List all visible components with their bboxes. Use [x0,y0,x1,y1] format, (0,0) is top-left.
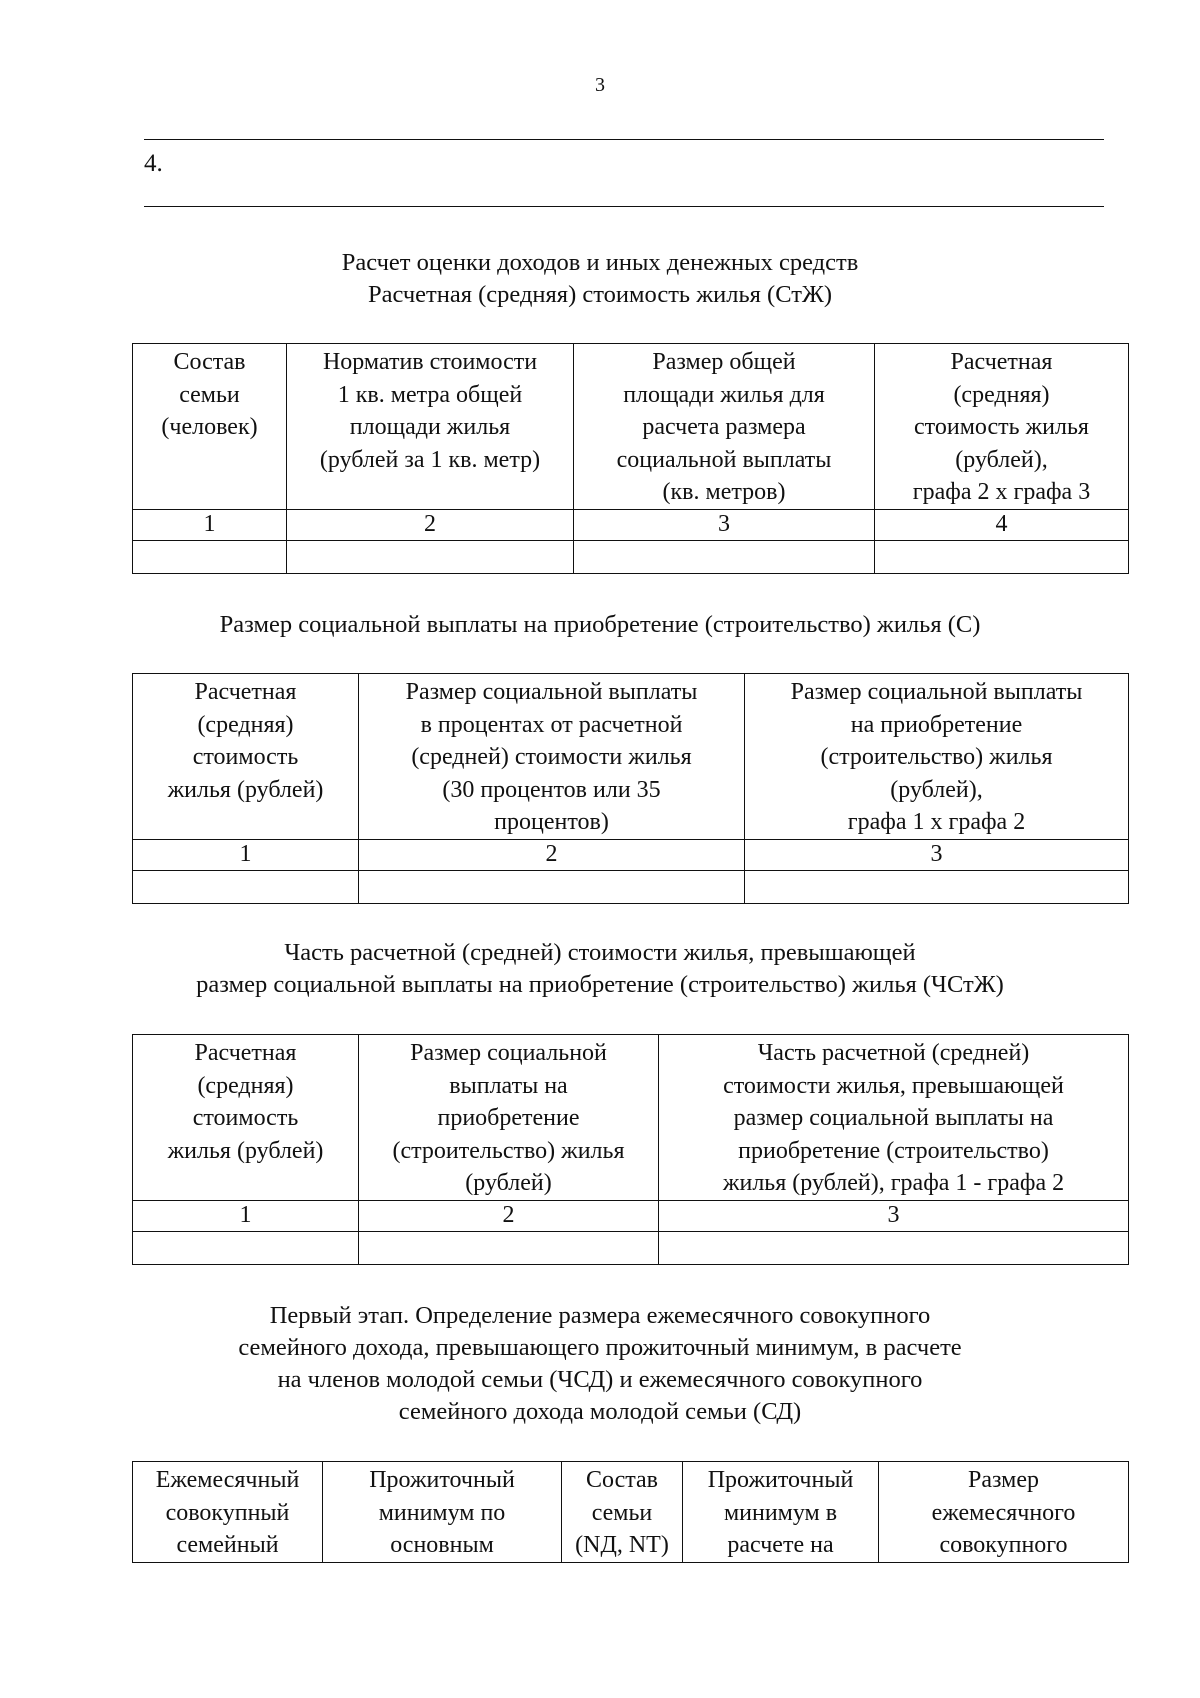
section2-title [0,609,1200,641]
blank-cell[interactable] [133,870,359,903]
header-line: Ежемесячный [155,1467,300,1493]
blank-cell[interactable] [875,540,1129,573]
header-cell-estimated-cost [133,1035,359,1201]
blank-cell[interactable] [745,870,1129,903]
header-cell-minimum-per-members [683,1462,879,1563]
header-cell-monthly-income-size [879,1462,1129,1563]
header-cell-family-size [562,1462,683,1563]
header-line: совокупного [939,1532,1068,1558]
header-line: (рублей), [955,446,1048,473]
blank-cell[interactable] [287,540,574,573]
section3-title-line: Часть расчетной (средней) стоимости жилья, превышающей [284,939,916,966]
header-line: Расчетная [194,1040,297,1066]
excess-cost-table [132,1034,1129,1265]
header-line: основным [390,1532,494,1558]
header-line: площади жилья [349,414,511,440]
header-line: (NД, NТ) [575,1532,669,1558]
header-cell-cost-norm [287,344,574,510]
header-line: графа 2 x графа 3 [912,479,1091,505]
column-number: 3 [745,839,1129,870]
column-number-row [133,1200,1129,1231]
header-line: (средняя) [953,381,1050,408]
fill-in-line-bottom [144,206,1104,207]
header-line: (30 процентов или 35 [442,776,661,803]
blank-cell[interactable] [133,540,287,573]
header-line: Часть расчетной (средней) [757,1040,1030,1066]
header-line: Расчетная [950,349,1053,375]
header-line: Размер социальной выплаты [790,679,1083,705]
header-line: Прожиточный [707,1467,854,1493]
header-cell-monthly-income [133,1462,323,1563]
header-line: социальной выплаты [616,446,832,473]
blank-data-row [133,1231,1129,1264]
housing-cost-table [132,343,1129,574]
column-number: 1 [133,509,287,540]
blank-cell[interactable] [359,870,745,903]
header-cell-area [574,344,875,510]
item-number: 4. [144,150,163,177]
header-line: размер социальной выплаты на [733,1105,1054,1131]
column-number-row [133,509,1129,540]
header-line: стоимость [192,744,299,770]
header-line: (средней) стоимости жилья [411,744,692,770]
header-cell-payment-amount [745,674,1129,840]
header-line: расчете на [727,1532,834,1558]
header-line: Размер общей [652,349,796,375]
header-line: Размер [968,1467,1039,1493]
column-number: 4 [875,509,1129,540]
header-line: приобретение (строительство) [738,1137,1049,1164]
header-cell-subsistence-minimum [323,1462,562,1563]
blank-cell[interactable] [133,1231,359,1264]
header-line: приобретение [437,1105,580,1131]
header-line: жилья (рублей), графа 1 - графа 2 [722,1170,1065,1196]
section4-title-line: Первый этап. Определение размера ежемесячного совокупного [269,1302,931,1329]
header-line: (строительство) жилья [820,744,1053,770]
header-line: (кв. метров) [662,479,786,505]
header-line: Норматив стоимости [322,349,538,375]
blank-data-row [133,870,1129,903]
header-line: (рублей) [465,1170,552,1196]
header-line: процентов) [494,809,609,835]
header-line: Расчетная [194,679,297,705]
section4-title-line: на членов молодой семьи (ЧСД) и ежемесячного совокупного [277,1366,923,1393]
fill-in-line-top [144,139,1104,140]
header-line: выплаты на [449,1072,568,1099]
column-number: 2 [359,839,745,870]
page-number: 3 [595,74,605,96]
section4-title-line: семейного дохода молодой семьи (СД) [398,1398,802,1425]
blank-data-row [133,540,1129,573]
section1-title-line: Расчетная (средняя) стоимость жилья (СтЖ) [367,281,833,308]
section1-title-line: Расчет оценки доходов и иных денежных средств [341,249,859,276]
header-line: (средняя) [197,711,294,738]
header-line: семьи [591,1499,653,1526]
section3-title-line: размер социальной выплаты на приобретение (строительство) жилья (ЧСтЖ) [196,971,1004,998]
column-number: 3 [659,1200,1129,1231]
header-line: (рублей), [890,776,983,803]
header-cell-payment-amount [359,1035,659,1201]
header-line: (человек) [161,414,258,440]
header-line: семьи [179,381,240,408]
header-line: 1 кв. метра общей [337,381,523,408]
header-cell-payment-percent [359,674,745,840]
header-cell-estimated-cost [133,674,359,840]
header-cell-estimated-cost [875,344,1129,510]
blank-cell[interactable] [574,540,875,573]
column-number: 2 [359,1200,659,1231]
section2-title-line: Размер социальной выплаты на приобретение (строительство) жилья (С) [219,611,981,638]
section3-title [0,937,1200,1001]
header-line: стоимость [192,1105,299,1131]
column-number: 2 [287,509,574,540]
header-line: графа 1 x графа 2 [847,809,1026,835]
header-line: Прожиточный [369,1467,515,1493]
header-cell-excess-part [659,1035,1129,1201]
header-line: минимум в [723,1499,838,1526]
header-line: жилья (рублей) [167,776,324,803]
column-number: 3 [574,509,875,540]
header-line: (рублей за 1 кв. метр) [319,446,541,473]
header-line: Размер социальной выплаты [405,679,698,705]
header-line: совокупный [165,1499,290,1526]
section4-title-line: семейного дохода, превышающего прожиточный минимум, в расчете [238,1334,962,1361]
header-line: Размер социальной [410,1040,607,1066]
header-line: семейный [176,1532,279,1558]
blank-cell[interactable] [359,1231,659,1264]
social-payment-table [132,673,1129,904]
header-line: Состав [173,349,246,375]
header-line: ежемесячного [931,1499,1076,1526]
header-line: расчета размера [642,414,806,440]
header-line: (средняя) [197,1072,294,1099]
column-number-row [133,839,1129,870]
header-line: стоимости жилья, превышающей [723,1072,1064,1099]
family-income-table [132,1461,1129,1563]
header-line: на приобретение [850,711,1023,738]
section1-title [0,247,1200,311]
column-number: 1 [133,839,359,870]
header-cell-family-size [133,344,287,510]
header-line: минимум по [378,1499,506,1526]
header-line: жилья (рублей) [167,1137,324,1164]
header-line: в процентах от расчетной [420,711,683,738]
header-line: (строительство) жилья [392,1137,625,1164]
blank-cell[interactable] [659,1231,1129,1264]
header-line: площади жилья для [623,381,825,408]
section4-title [0,1300,1200,1428]
header-line: стоимость жилья [914,414,1089,440]
header-line: Состав [585,1467,659,1493]
column-number: 1 [133,1200,359,1231]
